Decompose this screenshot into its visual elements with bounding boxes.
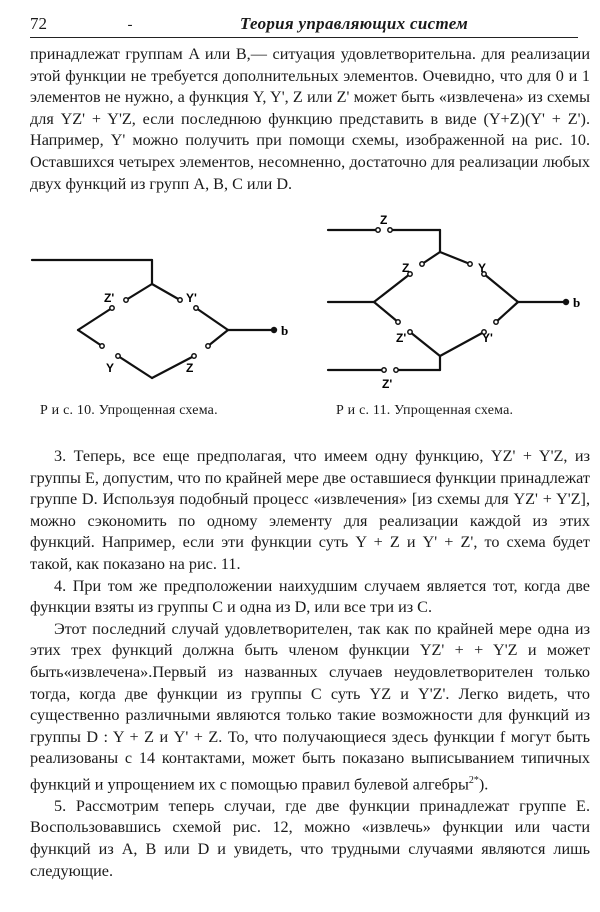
paragraph-1: принадлежат группам A или B,— ситуация удовлетворительна. для реализации этой функции не требуется дополнительных элементов. Очевидно, что для 0 и 1 элементов не нужно, а функция Y, Y', Z или Z' может быть «извлечена» из схемы для YZ' + Y'Z, если последнюю функцию представить в виде (Y+Z)(Y' + Z'). Например, Y' можно получить при помощи схемы, изображенной на рис. 10. Оставшихся четырех элементов, несомненно, достаточно для реализации любых двух функций из групп A, B, C или D.	[30, 45, 590, 193]
page-header	[30, 6, 578, 38]
paragraph-5	[30, 619, 590, 796]
contact-label-y-prime: Y'	[186, 291, 197, 305]
contact-label-z-prime-bottom: Z'	[382, 377, 393, 391]
contact-label-z: Z	[186, 361, 194, 375]
paragraph-5-text: Этот последний случай удовлетворителен, так как по крайней мере одна из этих трех функций должна быть членом функции YZ' + + Y'Z и может быть«извлечена».Первый из названных случаев неудовлетворителен только тогда, когда две функции из группы C суть YZ и Y'Z'. Легко видеть, что существенно различными являются только такие возможности для функций из группы D : Y + Z и Y' + Z. То, что получающиеся здесь функции f могут быть реализованы с 14 контактами, может быть показано выписыванием типичных функций и упрощением их с помощью правил булевой алгебры	[30, 619, 590, 794]
contact-label-z-prime: Z'	[396, 331, 407, 345]
figure-11-caption: Р и с. 11. Упрощенная схема.	[336, 403, 514, 418]
paragraph-6: 5. Рассмотрим теперь случаи, где две функции принадлежат группе E. Воспользовавшись схемой рис. 12, можно «извлечь» функции или части функций из A, B или D и увидеть, что трудными случаями являются лишь следующие.	[30, 796, 590, 880]
output-label-b: b	[281, 323, 289, 338]
figure-10	[28, 208, 298, 418]
paragraphs-block	[30, 446, 590, 882]
figure-10-caption: Р и с. 10. Упрощенная схема.	[40, 403, 218, 418]
paragraph-3: 3. Теперь, все еще предполагая, что имеем одну функцию, YZ' + Y'Z, из группы E, допустим, что по крайней мере две оставшиеся функции принадлежат группе D. Используя подобный процесс «извлечения» [из схемы для YZ' + Y'Z], можно сэкономить по одному элементу для реализации каждой из этих функций. Например, если эти функции суть Y + Z и Y' + Z', то схема будет такой, как показано на рис. 11.	[30, 447, 590, 573]
figure-11	[322, 208, 592, 418]
output-label-b: b	[573, 295, 581, 310]
header-dash: -	[127, 17, 133, 33]
figure-11-circuit	[322, 208, 592, 408]
footnote-mark: 2*	[468, 774, 479, 786]
contact-label-y: Y	[106, 361, 115, 375]
page-number: 72	[30, 14, 47, 33]
figure-10-circuit	[28, 208, 298, 408]
paragraph-5-end: ).	[478, 775, 489, 794]
contact-label-y-prime: Y'	[482, 331, 493, 345]
paragraph-1-block	[30, 44, 590, 195]
contact-label-y: Y	[478, 261, 487, 275]
contact-label-z-prime: Z'	[104, 291, 115, 305]
running-title: Теория управляющих систем	[239, 14, 469, 33]
paragraph-4: 4. При том же предположении наихудшим случаем является тот, когда две функции взяты из группы C и одна из D, или все три из C.	[30, 576, 590, 617]
contact-label-z-top: Z	[380, 213, 388, 227]
contact-label-z: Z	[402, 261, 410, 275]
